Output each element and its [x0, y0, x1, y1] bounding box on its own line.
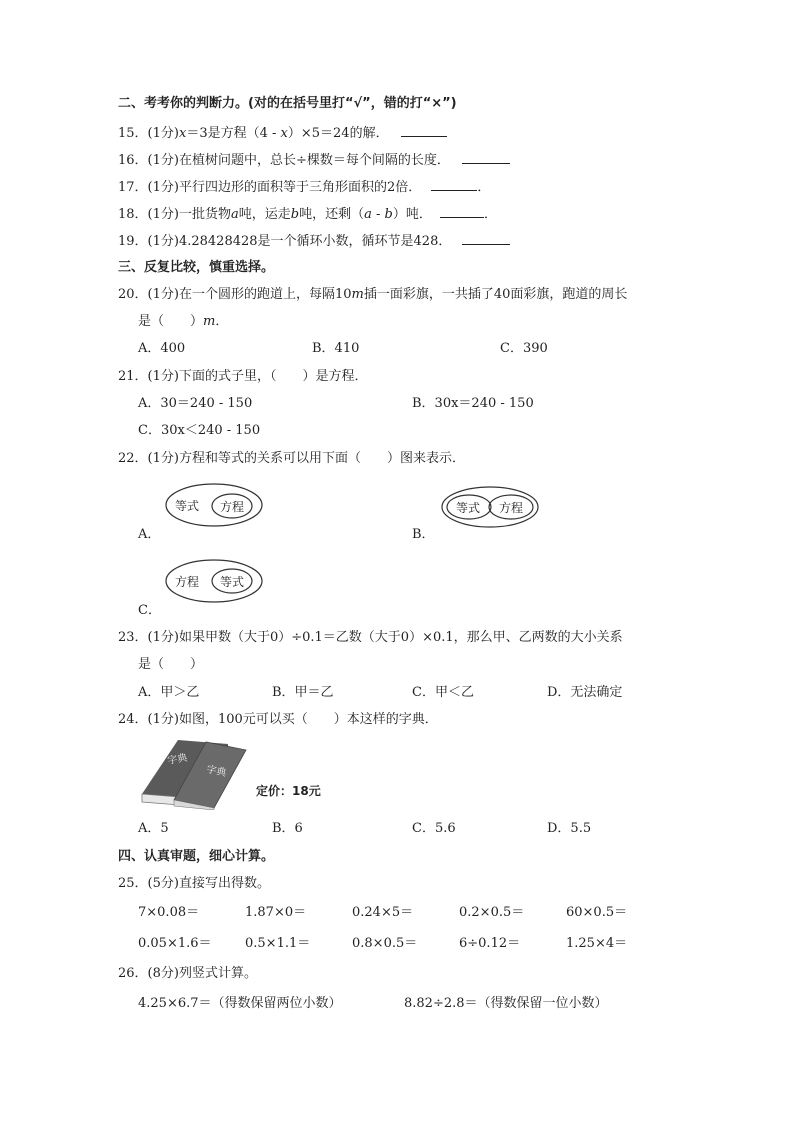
question-text: 下面的式子里，（: [178, 369, 277, 384]
question-15: [118, 124, 447, 142]
question-text: ）本这样的字典．: [333, 712, 438, 727]
question-20-line-2: [138, 314, 228, 330]
end-mark: ．: [484, 207, 498, 222]
outer-label: 方程: [175, 575, 200, 589]
calc-item: 8.82÷2.8＝（得数保留一位小数）: [404, 996, 608, 1011]
question-text: -: [371, 207, 385, 222]
question-text: 一批货物: [178, 207, 231, 222]
option-b[interactable]: B．410: [312, 341, 360, 356]
question-text: 4.28428428是一个循环小数，循环节是428．: [178, 234, 452, 249]
venn-diagram-a: [164, 482, 264, 528]
calc-item: 0.05×1.6＝: [138, 936, 212, 951]
option-c[interactable]: C．390: [500, 341, 548, 356]
option-d[interactable]: D．无法确定: [547, 685, 623, 700]
question-25: [118, 876, 270, 892]
question-text: 是（: [138, 314, 165, 329]
option-b[interactable]: B．6: [272, 821, 303, 836]
calc-item: 60×0.5＝: [566, 905, 628, 920]
price-label: 定价：18元: [256, 784, 321, 798]
calc-item: 0.5×1.1＝: [245, 936, 311, 951]
question-number: 24．(1分): [118, 712, 179, 727]
question-text: 如果甲数（大于0）÷0.1＝乙数（大于0）×0.1，那么甲、乙两数的大小关系: [178, 630, 623, 645]
venn-diagram-b: [440, 482, 540, 528]
question-number: 16．(1分): [118, 153, 179, 168]
left-label: 等式: [456, 501, 481, 515]
question-number: 18．(1分): [118, 207, 179, 222]
variable-b: b: [290, 207, 300, 222]
end-mark: ．: [215, 314, 229, 329]
question-number: 22．(1分): [118, 451, 179, 466]
question-23-line-1: [118, 630, 623, 646]
inner-label: 方程: [220, 500, 245, 514]
inner-label: 等式: [220, 575, 245, 589]
question-text: 插一面彩旗，一共插了40面彩旗，跑道的周长: [363, 287, 628, 302]
option-a[interactable]: A．甲＞乙: [138, 685, 200, 700]
option-c[interactable]: C．30x＜240 - 150: [138, 423, 261, 438]
venn-diagram-c: [164, 558, 264, 604]
question-number: 23．(1分): [118, 630, 179, 645]
calc-item: 6÷0.12＝: [459, 936, 521, 951]
question-text: 如图，100元可以买（: [178, 712, 308, 727]
answer-blank[interactable]: [462, 232, 510, 245]
variable-x: x: [280, 126, 288, 141]
book-label: 字典: [166, 752, 189, 767]
calc-item: 0.2×0.5＝: [459, 905, 525, 920]
question-number: 21．(1分): [118, 369, 179, 384]
question-text: ）: [190, 657, 204, 672]
question-22: [118, 451, 465, 467]
end-mark: ．: [477, 180, 491, 195]
variable-a: a: [230, 207, 239, 222]
outer-label: 等式: [175, 499, 200, 513]
option-d[interactable]: D．5.5: [547, 821, 592, 836]
question-text: ）图来表示．: [386, 451, 465, 466]
unit-m: m: [351, 287, 364, 302]
question-text: 吨，还剩（: [299, 207, 365, 222]
option-c[interactable]: C．: [138, 603, 161, 618]
right-label: 方程: [499, 501, 524, 515]
option-b[interactable]: B．: [412, 527, 435, 542]
variable-x: x: [178, 126, 187, 141]
question-text: 是（: [138, 657, 165, 672]
section-3-title: 三、反复比较，慎重选择。: [118, 260, 275, 275]
question-text: 在植树问题中，总长÷棵数＝每个间隔的长度．: [178, 153, 450, 168]
question-number: 19．(1分): [118, 234, 179, 249]
question-text: 平行四边形的面积等于三角形面积的2倍．: [178, 180, 422, 195]
question-text: ）吨．: [392, 207, 432, 222]
dictionary-books-image: [138, 736, 250, 810]
option-a[interactable]: A．5: [138, 821, 169, 836]
question-text: ＝3是方程（4 -: [186, 126, 281, 141]
book-label: 字典: [205, 764, 228, 780]
question-26: [118, 966, 257, 982]
question-17: [118, 178, 490, 196]
question-text: 吨，运走: [238, 207, 291, 222]
calc-item: 4.25×6.7＝（得数保留两位小数）: [138, 996, 342, 1011]
question-18: [118, 205, 497, 223]
question-20-line-1: [118, 287, 627, 303]
answer-blank[interactable]: [462, 151, 510, 164]
question-number: 20．(1分): [118, 287, 179, 302]
calc-item: 1.87×0＝: [245, 905, 307, 920]
question-24: [118, 712, 438, 728]
question-number: 17．(1分): [118, 180, 179, 195]
answer-blank[interactable]: [431, 178, 477, 191]
option-a[interactable]: A．30＝240 - 150: [138, 396, 253, 411]
question-text: ）是方程．: [302, 369, 368, 384]
question-16: [118, 151, 510, 169]
option-a[interactable]: A．: [138, 527, 161, 542]
calc-item: 0.24×5＝: [352, 905, 414, 920]
question-text: 列竖式计算。: [178, 966, 257, 981]
calc-item: 1.25×4＝: [566, 936, 628, 951]
calc-item: 7×0.08＝: [138, 905, 200, 920]
calc-item: 0.8×0.5＝: [352, 936, 418, 951]
question-text: ）×5＝24的解．: [287, 126, 389, 141]
question-23-line-2: [138, 657, 203, 673]
question-number: 26．(8分): [118, 966, 179, 981]
variable-a: a: [364, 207, 372, 222]
question-text: 在一个圆形的跑道上，每隔10: [178, 287, 352, 302]
option-a[interactable]: A．400: [138, 341, 186, 356]
option-c[interactable]: C．5.6: [412, 821, 456, 836]
question-text: 直接写出得数。: [178, 876, 270, 891]
variable-b: b: [384, 207, 393, 222]
option-b[interactable]: B．甲＝乙: [272, 685, 334, 700]
section-4-title: 四、认真审题，细心计算。: [118, 849, 275, 864]
question-number: 25．(5分): [118, 876, 179, 891]
unit-m: m: [203, 314, 216, 329]
option-b[interactable]: B．30x＝240 - 150: [412, 396, 534, 411]
question-19: [118, 232, 510, 250]
question-number: 15．(1分): [118, 126, 179, 141]
question-text: 方程和等式的关系可以用下面（: [178, 451, 361, 466]
answer-blank[interactable]: [401, 124, 447, 137]
option-c[interactable]: C．甲＜乙: [412, 685, 474, 700]
question-text: ）: [190, 314, 204, 329]
answer-blank[interactable]: [440, 205, 484, 218]
section-2-title: 二、考考你的判断力。(对的在括号里打“√”，错的打“×”): [118, 96, 457, 111]
question-21: [118, 369, 368, 385]
